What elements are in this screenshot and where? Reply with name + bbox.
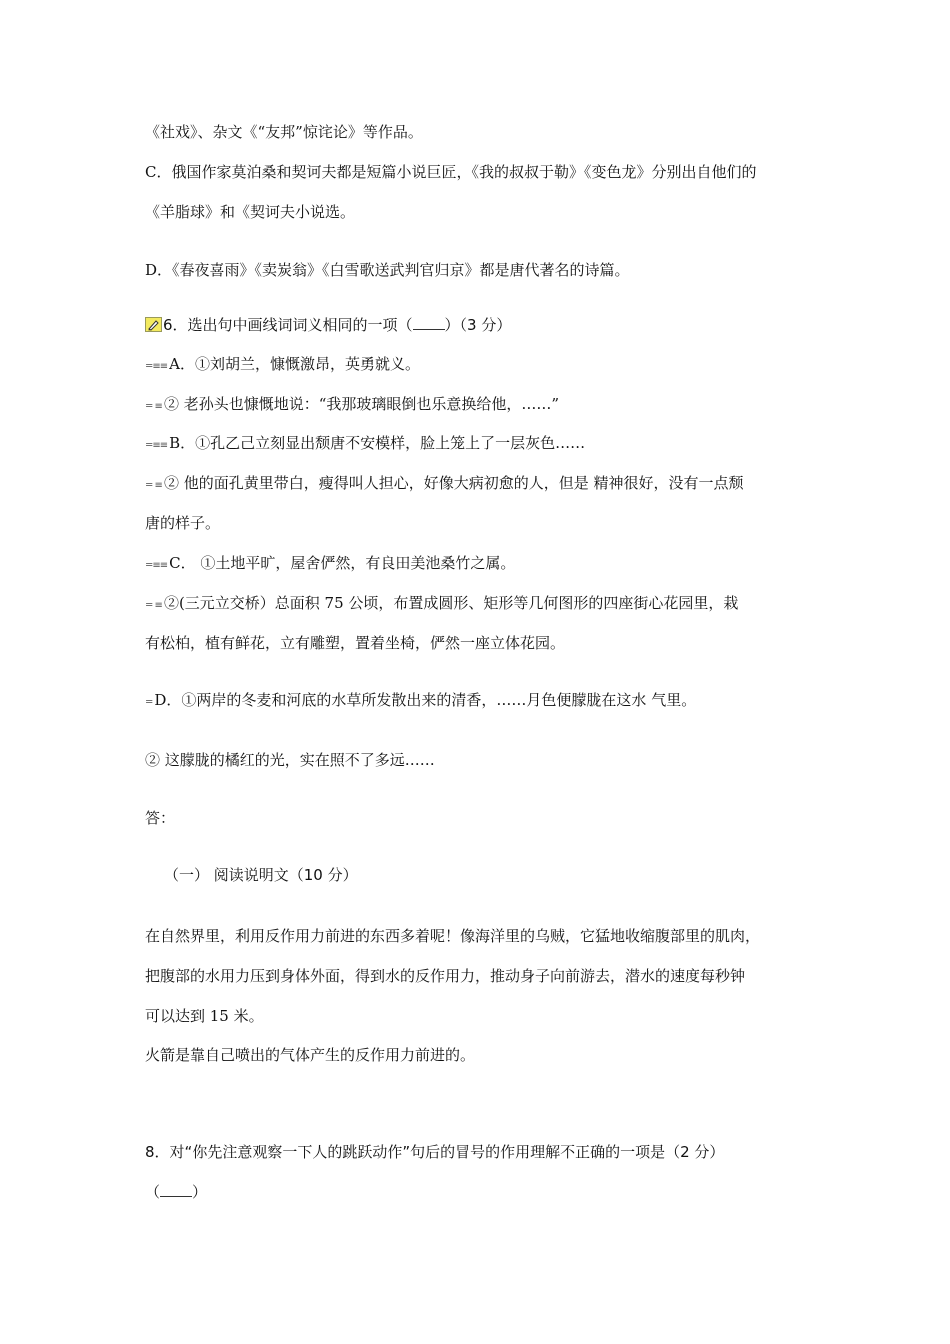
passage-line: 把腹部的水用力压到身体外面，得到水的反作用力，推动身子向前游去，潜水的速度每秒钟 xyxy=(145,967,746,985)
option-a2-line xyxy=(145,393,559,418)
marker: =≡≡ xyxy=(145,361,168,372)
option-text: D．①两岸的冬麦和河底的水草所发散出来的清香，……月色便朦胧在这水 气里。 xyxy=(154,691,697,709)
marker: =≡≡ xyxy=(145,440,168,451)
text-line: 《社戏》、杂文《“友邦”惊诧论》等作品。 xyxy=(145,123,423,141)
marker: = ≡ xyxy=(145,600,162,611)
edit-icon[interactable] xyxy=(145,317,162,332)
option-text: A．①刘胡兰，慷慨激昂，英勇就义。 xyxy=(169,355,420,373)
option-d-line: D．《春夜喜雨》《卖炭翁》《白雪歌送武判官归京》都是唐代著名的诗篇。 xyxy=(145,261,630,279)
marker: = ≡ xyxy=(145,401,162,412)
question-6-text: 6．选出句中画线词词义相同的一项（ xyxy=(163,316,413,334)
marker: = ≡ xyxy=(145,480,162,491)
option-b-line xyxy=(145,432,585,457)
question-8-text: 8．对“你先注意观察一下人的跳跃动作”句后的冒号的作用理解不正确的一项是（2 分） xyxy=(145,1143,725,1161)
paren-close: ） xyxy=(192,1183,208,1201)
passage-line: 可以达到 15 米。 xyxy=(145,1007,264,1025)
option-c2-line xyxy=(145,592,738,617)
question-8 xyxy=(145,1141,724,1163)
marker: = xyxy=(145,697,153,708)
answer-blank[interactable] xyxy=(413,317,445,330)
text-line: 《羊脂球》和《契诃夫小说选。 xyxy=(145,203,356,221)
option-text: B．①孔乙己立刻显出颓唐不安模样，脸上笼上了一层灰色…… xyxy=(169,434,586,452)
passage-line: 火箭是靠自己喷出的气体产生的反作用力前进的。 xyxy=(145,1046,476,1064)
text-line: 有松柏，植有鲜花，立有雕塑，置着坐椅，俨然一座立体花园。 xyxy=(145,634,566,652)
paren-open: （ xyxy=(145,1183,161,1201)
option-c-line: C．俄国作家莫泊桑和契诃夫都是短篇小说巨匠，《我的叔叔于勒》《变色龙》分别出自他们的 xyxy=(145,163,757,181)
option-d-line xyxy=(145,689,696,714)
option-b2-line xyxy=(145,472,743,497)
marker: =≡≡ xyxy=(145,560,168,571)
text-line: ② 这朦胧的橘红的光，实在照不了多远…… xyxy=(145,751,435,769)
option-c-line xyxy=(145,552,515,577)
question-8-answer xyxy=(145,1181,207,1203)
answer-label: 答： xyxy=(145,809,176,827)
text-line: 唐的样子。 xyxy=(145,514,221,532)
option-text: ② 老孙头也慷慨地说：“我那玻璃眼倒也乐意换给他，……” xyxy=(163,395,560,413)
option-text: C． ①土地平旷，屋舍俨然，有良田美池桑竹之属。 xyxy=(169,554,516,572)
option-text: ②(三元立交桥）总面积 75 公顷，布置成圆形、矩形等几何图形的四座街心花园里，栽 xyxy=(163,594,739,612)
answer-blank[interactable] xyxy=(160,1184,192,1197)
section-heading: （一） 阅读说明文（10 分） xyxy=(164,866,358,884)
option-text: ② 他的面孔黄里带白，瘦得叫人担心，好像大病初愈的人，但是 精神很好，没有一点颓 xyxy=(163,474,744,492)
question-6-points: ）（3 分） xyxy=(444,316,512,334)
option-a-line xyxy=(145,353,420,378)
question-6 xyxy=(145,314,511,336)
passage-line: 在自然界里，利用反作用力前进的东西多着呢！像海洋里的乌贼，它猛地收缩腹部里的肌肉， xyxy=(145,927,761,945)
